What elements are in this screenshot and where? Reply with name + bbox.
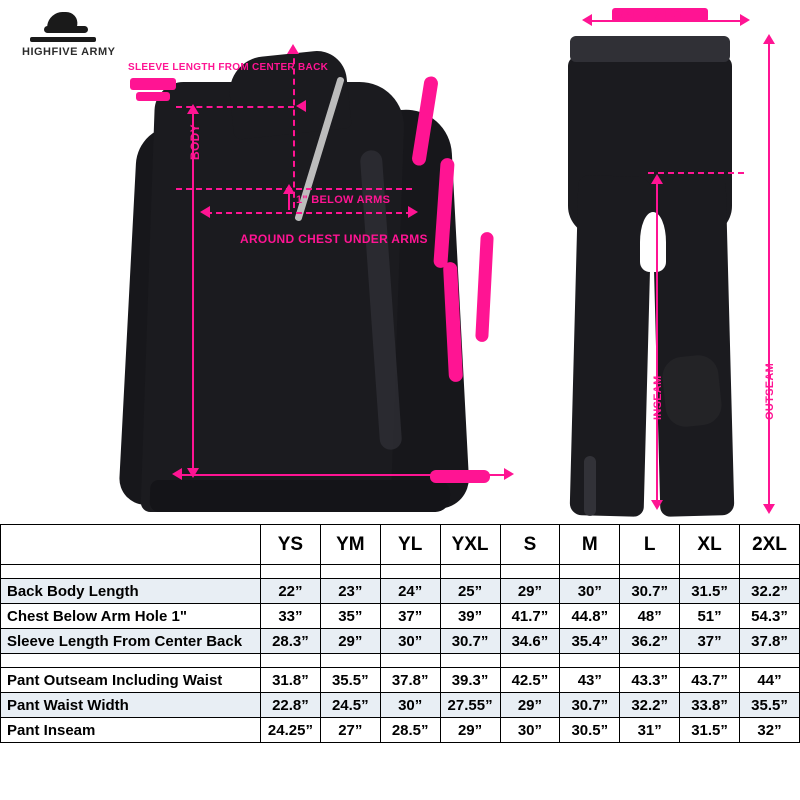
size-header-ym: YM: [320, 525, 380, 565]
cell: 28.3”: [261, 629, 321, 654]
cell: 28.5”: [380, 718, 440, 743]
cell: 51”: [680, 604, 740, 629]
body-length-line: [192, 110, 194, 470]
cell: 24.5”: [320, 693, 380, 718]
inseam-arrow-down: [651, 500, 663, 510]
size-chart-table-wrapper: [0, 524, 800, 800]
cell: 48”: [620, 604, 680, 629]
size-header-xl: XL: [680, 525, 740, 565]
chest-annotation: AROUND CHEST UNDER ARMS: [240, 232, 428, 246]
size-header-s: S: [500, 525, 560, 565]
table-spacer-row-top: [1, 565, 800, 579]
cell: 44.8”: [560, 604, 620, 629]
cell: 30”: [500, 718, 560, 743]
cell: 31”: [620, 718, 680, 743]
cell: 54.3”: [740, 604, 800, 629]
chest-arrow-right: [408, 206, 418, 218]
pants-crotch-gap: [640, 212, 666, 272]
table-header-row: [1, 525, 800, 565]
cell: 37.8”: [380, 668, 440, 693]
cell: 30”: [560, 579, 620, 604]
cell: 32.2”: [620, 693, 680, 718]
row-label-pant-inseam: Pant Inseam: [1, 718, 261, 743]
cell: 30.7”: [560, 693, 620, 718]
cell: 34.6”: [500, 629, 560, 654]
size-header-yl: YL: [380, 525, 440, 565]
cell: 30.5”: [560, 718, 620, 743]
pants-knee-shading: [660, 353, 723, 428]
logo-bar: [30, 37, 96, 42]
pants-illustration: [540, 26, 760, 526]
cell: 31.5”: [680, 579, 740, 604]
table-row: [1, 668, 800, 693]
pants-hem-highlight: [584, 456, 596, 516]
table-row: [1, 604, 800, 629]
cell: 22.8”: [261, 693, 321, 718]
table-row: [1, 693, 800, 718]
cell: 37”: [680, 629, 740, 654]
size-header-yxl: YXL: [440, 525, 500, 565]
waist-width-arrow-right: [740, 14, 750, 26]
size-header-2xl: 2XL: [740, 525, 800, 565]
sleeve-length-label-block: [130, 78, 176, 90]
sleeve-arrow-left: [296, 100, 306, 112]
cell: 35.4”: [560, 629, 620, 654]
cell: 32.2”: [740, 579, 800, 604]
cell: 39.3”: [440, 668, 500, 693]
jacket-illustration: [120, 30, 520, 510]
cell: 22”: [261, 579, 321, 604]
inseam-arrow-up: [651, 174, 663, 184]
jacket-hem: [149, 480, 450, 512]
outseam-annotation: OUTSEAM: [764, 362, 776, 420]
measurement-column-header: [1, 525, 261, 565]
brand-name: HIGHFIVE ARMY: [22, 46, 116, 58]
cell: 44”: [740, 668, 800, 693]
cell: 43.7”: [680, 668, 740, 693]
cell: 27”: [320, 718, 380, 743]
cell: 43”: [560, 668, 620, 693]
jacket-hem-line: [178, 474, 508, 476]
outseam-arrow-down: [763, 504, 775, 514]
cell: 24”: [380, 579, 440, 604]
inseam-annotation: INSEAM: [652, 375, 664, 420]
table-spacer-row-middle: [1, 654, 800, 668]
inseam-line: [656, 180, 658, 506]
cell: 35.5”: [740, 693, 800, 718]
jacket-hem-arrow-right: [504, 468, 514, 480]
size-header-m: M: [560, 525, 620, 565]
cell: 36.2”: [620, 629, 680, 654]
jacket-body: [140, 82, 405, 512]
jacket-hem-arrow-left: [172, 468, 182, 480]
cell: 35.5”: [320, 668, 380, 693]
table-row: [1, 718, 800, 743]
pants-waistband: [570, 36, 730, 62]
waist-width-arrow-left: [582, 14, 592, 26]
cell: 37”: [380, 604, 440, 629]
cell: 25”: [440, 579, 500, 604]
cell: 29”: [500, 693, 560, 718]
cell: 42.5”: [500, 668, 560, 693]
chest-arrow-left: [200, 206, 210, 218]
cell: 41.7”: [500, 604, 560, 629]
cell: 27.55”: [440, 693, 500, 718]
cell: 29”: [440, 718, 500, 743]
cell: 30.7”: [620, 579, 680, 604]
cell: 39”: [440, 604, 500, 629]
below-arms-arrow-up: [283, 184, 295, 194]
cell: 30”: [380, 693, 440, 718]
cell: 24.25”: [261, 718, 321, 743]
size-header-l: L: [620, 525, 680, 565]
waist-width-annotation: WAIST WIDTH: [614, 9, 692, 21]
size-chart-table: [0, 524, 800, 743]
cell: 29”: [320, 629, 380, 654]
row-label-pant-outseam: Pant Outseam Including Waist: [1, 668, 261, 693]
cell: 30.7”: [440, 629, 500, 654]
table-row: [1, 629, 800, 654]
cell: 33.8”: [680, 693, 740, 718]
row-label-back-body-length: Back Body Length: [1, 579, 261, 604]
cell: 37.8”: [740, 629, 800, 654]
cell: 31.5”: [680, 718, 740, 743]
cell: 31.8”: [261, 668, 321, 693]
cell: 29”: [500, 579, 560, 604]
cell: 35”: [320, 604, 380, 629]
body-length-annotation: BODY: [188, 124, 202, 160]
cell: 33”: [261, 604, 321, 629]
cell: 23”: [320, 579, 380, 604]
table-row: [1, 579, 800, 604]
center-back-arrow-up: [287, 44, 299, 54]
pants-left-leg: [570, 175, 653, 517]
below-arms-annotation: 1" BELOW ARMS: [296, 194, 391, 206]
outseam-line: [768, 40, 770, 510]
cell: 43.3”: [620, 668, 680, 693]
body-length-arrow-up: [187, 104, 199, 114]
row-label-pant-waist-width: Pant Waist Width: [1, 693, 261, 718]
outseam-arrow-up: [763, 34, 775, 44]
row-label-chest-below-arm-hole: Chest Below Arm Hole 1": [1, 604, 261, 629]
chest-dash: [206, 212, 412, 214]
cell: 30”: [380, 629, 440, 654]
sleeve-length-label-block-2: [136, 92, 170, 101]
size-header-ys: YS: [261, 525, 321, 565]
sleeve-length-annotation: SLEEVE LENGTH FROM CENTER BACK: [128, 62, 329, 73]
cap-logo-icon: [44, 10, 88, 38]
row-label-sleeve-length: Sleeve Length From Center Back: [1, 629, 261, 654]
body-length-arrow-down: [187, 468, 199, 478]
sleeve-cuff-marker: [430, 470, 490, 483]
cell: 32”: [740, 718, 800, 743]
